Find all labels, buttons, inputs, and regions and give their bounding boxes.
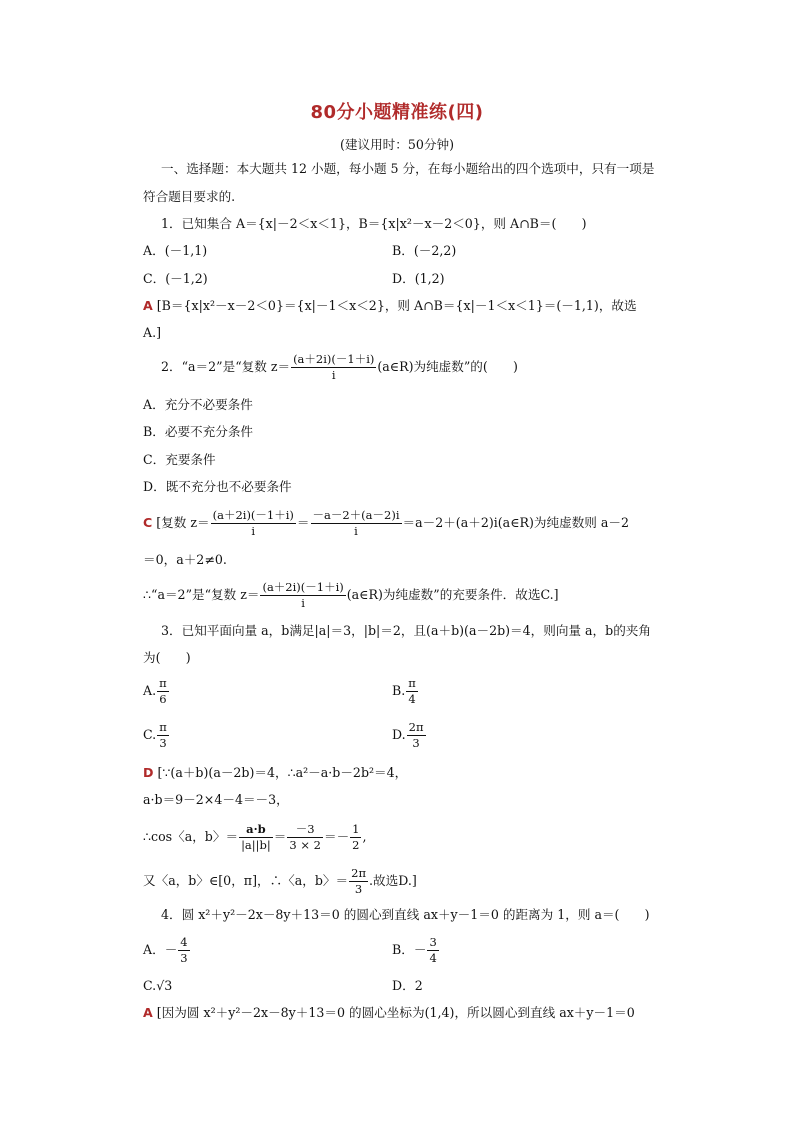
q3-option-d-letter: D. bbox=[392, 727, 406, 742]
q3-option-d bbox=[392, 720, 427, 751]
q2-frac-den: i bbox=[331, 368, 336, 382]
q1-explanation-line2: A.] bbox=[143, 325, 162, 340]
q3-option-b-num: π bbox=[408, 676, 416, 690]
q3-expl4-frac bbox=[349, 866, 368, 897]
q4-option-a-num: 4 bbox=[180, 935, 188, 949]
q2-stem-fraction bbox=[291, 352, 376, 383]
q2-expl3-fraction bbox=[260, 580, 345, 611]
q4-explanation-line1 bbox=[143, 1004, 635, 1022]
q3-expl3-frac1 bbox=[239, 822, 273, 853]
q2-expl-frac1-den: i bbox=[251, 524, 256, 538]
q3-stem-line1: 3．已知平面向量 a，b满足|a|＝3，|b|＝2，且(a＋b)(a－2b)＝4，则向量 a，b的夹角 bbox=[161, 623, 651, 638]
q2-expl-frac1-num: (a＋2i)(－1＋i) bbox=[212, 508, 294, 522]
q4-stem: 4．圆 x²＋y²－2x－8y＋13＝0 的圆心到直线 ax＋y－1＝0 的距离为 1，则 a＝( ) bbox=[161, 907, 650, 922]
page-title: 80分小题精准练(四) bbox=[310, 102, 484, 123]
q2-expl3-post: (a∈R)为纯虚数”的充要条件．故选C.] bbox=[346, 587, 559, 602]
q2-expl-pre: [复数 z＝ bbox=[156, 515, 210, 530]
q2-frac-num: (a＋2i)(－1＋i) bbox=[293, 352, 375, 366]
q3-option-b-letter: B. bbox=[392, 683, 406, 698]
q4-option-a-fraction bbox=[178, 935, 189, 966]
q4-option-c: C.√3 bbox=[143, 978, 173, 993]
q4-option-b-den: 4 bbox=[429, 951, 437, 965]
q3-stem-line2: 为( ) bbox=[143, 650, 191, 665]
q3-expl3-frac3 bbox=[350, 822, 361, 853]
q3-option-c-den: 3 bbox=[159, 736, 167, 750]
q2-expl-frac2-num: －a－2＋(a－2)i bbox=[312, 508, 400, 522]
q4-option-a bbox=[143, 935, 191, 966]
q3-explanation-line1 bbox=[143, 764, 407, 782]
q3-option-d-fraction bbox=[407, 720, 426, 751]
q4-option-b-fraction bbox=[427, 935, 438, 966]
q2-option-c: C．充要条件 bbox=[143, 452, 216, 467]
q4-answer-letter: A bbox=[143, 1005, 153, 1020]
q3-expl4-frac-num: 2π bbox=[351, 866, 366, 880]
q4-option-a-letter: A．－ bbox=[143, 942, 178, 957]
q4-option-b bbox=[392, 935, 440, 966]
q3-expl3-frac3-den: 2 bbox=[352, 838, 360, 852]
q3-expl3-frac2 bbox=[287, 822, 323, 853]
q1-option-c: C．(－1,2) bbox=[143, 271, 208, 286]
section-intro-line1: 一、选择题：本大题共 12 小题，每小题 5 分，在每小题给出的四个选项中，只有一项是 bbox=[161, 161, 655, 176]
q3-option-a bbox=[143, 676, 170, 707]
q1-explanation-text: [B＝{x|x²－x－2＜0}＝{x|－1＜x＜2}，则 A∩B＝{x|－1＜x＜1}＝(－1,1)，故选 bbox=[156, 298, 637, 313]
q3-explanation-line2: a·b＝9－2×4－4＝－3， bbox=[143, 792, 289, 807]
q2-option-a: A．充分不必要条件 bbox=[143, 397, 253, 412]
q3-expl3-frac1-den: |a||b| bbox=[241, 838, 271, 852]
q4-option-d: D．2 bbox=[392, 978, 423, 993]
q2-expl-fraction2 bbox=[311, 508, 402, 539]
q2-option-d: D．既不充分也不必要条件 bbox=[143, 479, 292, 494]
q2-expl3-pre: ∴“a＝2”是“复数 z＝ bbox=[143, 587, 260, 602]
q3-option-a-letter: A. bbox=[143, 683, 157, 698]
q3-option-c-num: π bbox=[159, 720, 167, 734]
q3-option-b-fraction bbox=[406, 676, 418, 707]
q2-expl-fraction1 bbox=[211, 508, 296, 539]
q2-explanation-line1: C [复数 z＝ $\frac{(a+2i)(-1+i)}{i}$ ＝ $\frac{-a-2+(a-2)i}{i}$ ＝a－2＋(a＋2)i(a∈R)为纯虚数则 a－2 bbox=[143, 508, 629, 538]
q4-expl1-text: [因为圆 x²＋y²－2x－8y＋13＝0 的圆心坐标为(1,4)，所以圆心到直线 ax＋y－1＝0 bbox=[156, 1005, 635, 1020]
q3-expl4-pre: 又〈a，b〉∈[0，π]，∴〈a，b〉＝ bbox=[143, 873, 349, 888]
q2-expl-post: ＝a－2＋(a＋2)i(a∈R)为纯虚数则 a－2 bbox=[402, 515, 629, 530]
q3-option-c bbox=[143, 720, 170, 751]
q3-expl3-frac3-num: 1 bbox=[352, 822, 360, 836]
q3-explanation-line4 bbox=[143, 866, 417, 897]
q2-explanation-line3 bbox=[143, 580, 559, 611]
q3-option-a-den: 6 bbox=[159, 692, 167, 706]
q2-answer-letter: C bbox=[143, 515, 153, 530]
q2-explanation-line2: ＝0，a＋2≠0. bbox=[143, 552, 227, 567]
q3-expl3-frac2-den: 3 × 2 bbox=[289, 838, 321, 852]
q3-expl3-frac2-num: －3 bbox=[287, 822, 323, 838]
q4-option-b-num: 3 bbox=[429, 935, 437, 949]
q1-option-b: B．(－2,2) bbox=[392, 243, 457, 258]
q1-option-a: A．(－1,1) bbox=[143, 243, 208, 258]
q3-expl3-pre: ∴cos〈a，b〉＝ bbox=[143, 829, 239, 844]
q2-stem-post: (a∈R)为纯虚数”的( ) bbox=[377, 359, 518, 374]
page-subtitle: (建议用时：50分钟) bbox=[339, 137, 454, 152]
section-intro-line2: 符合题目要求的. bbox=[143, 189, 236, 204]
q3-option-b-den: 4 bbox=[408, 692, 416, 706]
q3-option-d-den: 3 bbox=[412, 736, 420, 750]
q3-expl3-eq: ＝ bbox=[273, 829, 287, 844]
q4-option-a-den: 3 bbox=[180, 951, 188, 965]
q1-stem: 1．已知集合 A＝{x|－2＜x＜1}，B＝{x|x²－x－2＜0}，则 A∩B＝( ) bbox=[161, 216, 587, 231]
q1-answer-letter: A bbox=[143, 298, 153, 313]
q3-option-a-num: π bbox=[159, 676, 167, 690]
q2-stem bbox=[161, 352, 518, 383]
q2-expl-frac2-den: i bbox=[354, 524, 358, 538]
q2-stem-pre: 2．“a＝2”是“复数 z＝ bbox=[161, 359, 291, 374]
q3-option-d-num: 2π bbox=[408, 720, 424, 734]
q3-expl4-post: .故选D.] bbox=[369, 873, 417, 888]
q3-expl3-frac1-num: a·b bbox=[239, 822, 273, 838]
q3-expl1-text: [∵(a＋b)(a－2b)＝4，∴a²－a·b－2b²＝4， bbox=[157, 765, 408, 780]
q4-option-b-letter: B．－ bbox=[392, 942, 427, 957]
q2-expl3-frac-num: (a＋2i)(－1＋i) bbox=[262, 580, 344, 594]
q3-expl3-end: , bbox=[362, 829, 367, 844]
q3-expl4-frac-den: 3 bbox=[354, 882, 363, 896]
q3-option-b bbox=[392, 676, 419, 707]
q3-answer-letter: D bbox=[143, 765, 154, 780]
q2-expl3-frac-den: i bbox=[301, 596, 305, 610]
q3-expl3-eq2: ＝－ bbox=[323, 829, 350, 844]
q1-explanation-line1 bbox=[143, 297, 637, 315]
q3-option-a-fraction bbox=[157, 676, 169, 707]
q1-option-d: D．(1,2) bbox=[392, 271, 445, 286]
q3-explanation-line3 bbox=[143, 822, 367, 853]
q3-option-c-letter: C. bbox=[143, 727, 157, 742]
q2-option-b: B．必要不充分条件 bbox=[143, 424, 254, 439]
q3-option-c-fraction bbox=[157, 720, 169, 751]
